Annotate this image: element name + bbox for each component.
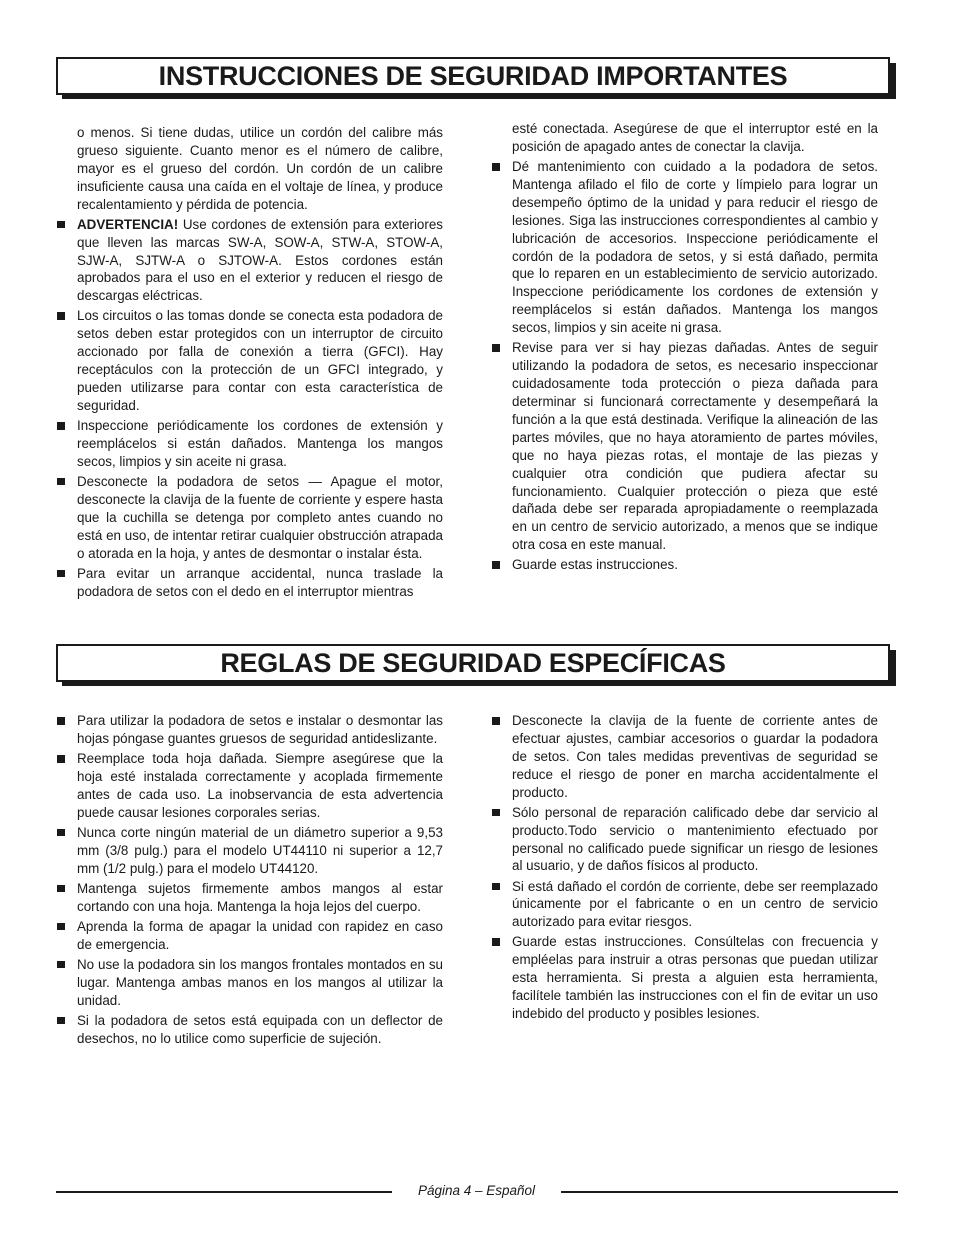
list-item-text: Revise para ver si hay piezas dañadas. Antes de seguir utilizando la podadora de setos, es necesario inspeccionar cuidadosamente toda protección o pieza dañada para determinar si funcionará correctamente y desempeñará la función a la que está destinada. Verifique la alineación de las partes móviles, que no haya atoramiento de partes móviles, que no haya piezas rotas, el montaje de las piezas y cualquier otra condición que pudiera afectar su funcionamiento. Cualquier protección o pieza que esté dañada debe ser reparada apropiadamente o reemplazada en un centro de servicio autorizado, a menos que se indique otra cosa en este manual. [512, 340, 878, 553]
list-item-text: Si está dañado el cordón de corriente, debe ser reemplazado únicamente por el fabricante o en un centro de servicio autorizado para evitar riesgos. [512, 878, 878, 930]
section-title: INSTRUCCIONES DE SEGURIDAD IMPORTANTES [158, 60, 788, 91]
list-item [491, 712, 878, 802]
section2-left-column [56, 712, 443, 1050]
footer-rule-left [56, 1191, 392, 1193]
bullet-square-icon [57, 422, 65, 430]
bullet-square-icon [57, 1017, 65, 1025]
section-banner-instrucciones [56, 57, 890, 93]
bullet-square-icon [57, 961, 65, 969]
page-number: Página 4 – Español [417, 1183, 536, 1198]
bullet-square-icon [492, 938, 500, 946]
list-item [56, 473, 443, 563]
bullet-square-icon [57, 478, 65, 486]
list-item-text: Si la podadora de setos está equipada con un deflector de desechos, no lo utilice como superficie de sujeción. [77, 1012, 443, 1046]
list-item [56, 824, 443, 878]
list-item [56, 565, 443, 601]
list-item-text: Mantenga sujetos firmemente ambos mangos al estar cortando con una hoja. Mantenga la hoja lejos del cuerpo. [77, 880, 443, 914]
list-item-text: Dé mantenimiento con cuidado a la podadora de setos. Mantenga afilado el filo de corte y límpielo para lograr un desempeño óptimo de la unidad y para reducir el riesgo de lesiones. Siga las instrucciones correspondientes al cambio y lubricación de accesorios. Inspeccione periódicamente el cordón de la podadora de setos, y si está dañado, permita que lo reparen en un establecimiento de servicio autorizado. Inspeccione periódicamente los cordones de extensión y reemplácelos si están dañados. Mantenga los mangos secos, limpios y sin aceite ni grasa. [512, 159, 878, 336]
section-banner-reglas [56, 644, 890, 680]
list-item [56, 880, 443, 916]
list-item-text: Para utilizar la podadora de setos e instalar o desmontar las hojas póngase guantes gruesos de seguridad antideslizante. [77, 713, 443, 746]
list-item [56, 1012, 443, 1048]
section2-right-column [491, 712, 878, 1025]
footer-rule-right [561, 1191, 898, 1193]
bullet-square-icon [492, 717, 500, 725]
list-item-text: Guarde estas instrucciones. [512, 557, 678, 573]
list-item-text: Desconecte la clavija de la fuente de corriente antes de efectuar ajustes, cambiar accesorios o guardar la podadora de setos. Con tales medidas preventivas de seguridad se reduce el riesgo de poner en marcha accidentalmente el producto. [512, 713, 878, 800]
list-item [56, 417, 443, 471]
list-item-text: Reemplace toda hoja dañada. Siempre asegúrese que la hoja esté instalada correctamente y acoplada firmemente antes de cada uso. La inobservancia de esta advertencia puede causar lesiones corporales serias. [77, 751, 443, 820]
list-item-text: Sólo personal de reparación calificado debe dar servicio al producto.Todo servicio o mantenimiento efectuado por personal no calificado puede significar un riesgo de lesiones al usuario, y de daños físicos al producto. [512, 804, 878, 874]
list-item [491, 804, 878, 876]
list-item [56, 307, 443, 414]
bullet-square-icon [57, 312, 65, 320]
section1-right-column [491, 120, 878, 576]
list-item [491, 933, 878, 1023]
list-item-text: Guarde estas instrucciones. Consúltelas con frecuencia y empléelas para instruir a otras personas que puedan utilizar esta herramienta. Si presta a alguien esta herramienta, facilítele también las instrucciones con el fin de evitar un uso indebido del producto y posibles lesiones. [512, 934, 878, 1022]
list-item-text: Inspeccione periódicamente los cordones de extensión y reemplácelos si están dañados. Mantenga los mangos secos, limpios y sin aceite ni grasa. [77, 418, 443, 469]
bullet-square-icon [492, 883, 500, 891]
continuation-paragraph: o menos. Si tiene dudas, utilice un cordón del calibre más grueso siguiente. Cuanto menor es el número de calibre, mayor es el grueso del cordón. Un cordón de un calibre insuficiente causa una caída en el voltaje de línea, y produce recalentamiento y pérdida de potencia. [77, 125, 443, 212]
list-item [56, 750, 443, 822]
list-item-warning [56, 216, 443, 306]
section-title: REGLAS DE SEGURIDAD ESPECÍFICAS [220, 647, 726, 678]
bullet-square-icon [492, 809, 500, 817]
banner-box [56, 57, 890, 95]
list-item-text: Los circuitos o las tomas donde se conecta esta podadora de setos deben estar protegidos con un interruptor de circuito accionado por falla de conexión a tierra (GFCI). Hay receptáculos con la protección de un GFCI integrado, y pueden utilizarse para contar con esta característica de seguridad. [77, 308, 443, 413]
list-item [491, 556, 878, 574]
bullet-square-icon [57, 923, 65, 931]
warning-text: Use cordones de extensión para exteriores que lleven las marcas SW-A, SOW-A, STW-A, STOW-A, SJW-A, SJTW-A o SJTOW-A. Estos cordones están aprobados para el uso en el exterior y reducen el riesgo de descargas eléctricas. [77, 216, 443, 304]
list-item [491, 878, 878, 932]
section1-left-column [56, 124, 443, 603]
bullet-square-icon [492, 561, 500, 569]
bullet-square-icon [492, 344, 500, 352]
bullet-square-icon [492, 163, 500, 171]
list-item [56, 918, 443, 954]
page-footer [56, 1181, 898, 1203]
bullet-square-icon [57, 570, 65, 578]
list-item-text: Para evitar un arranque accidental, nunca traslade la podadora de setos con el dedo en el interruptor mientras [77, 565, 443, 599]
bullet-square-icon [57, 221, 65, 229]
bullet-square-icon [57, 885, 65, 893]
list-item-text: Nunca corte ningún material de un diámetro superior a 9,53 mm (3/8 pulg.) para el modelo UT44110 ni superior a 12,7 mm (1/2 pulg.) para el modelo UT44120. [77, 824, 443, 876]
list-item [491, 339, 878, 554]
continuation-paragraph: esté conectada. Asegúrese de que el interruptor esté en la posición de apagado antes de conectar la clavija. [512, 121, 878, 154]
warning-label: ADVERTENCIA! [77, 216, 179, 232]
list-item-text: Desconecte la podadora de setos — Apague el motor, desconecte la clavija de la fuente de corriente y espere hasta que la cuchilla se detenga por completo antes cuando no está en uso, de intentar retirar cualquier obstrucción atrapada o atorada en la hoja, y antes de desmontar o instalar ésta. [77, 473, 443, 561]
bullet-square-icon [57, 829, 65, 837]
list-item [56, 956, 443, 1010]
list-item-text: Aprenda la forma de apagar la unidad con rapidez en caso de emergencia. [77, 918, 443, 952]
list-item [491, 158, 878, 337]
banner-box [56, 644, 890, 682]
bullet-square-icon [57, 755, 65, 763]
bullet-square-icon [57, 717, 65, 725]
list-item [56, 712, 443, 748]
list-item-text: No use la podadora sin los mangos frontales montados en su lugar. Mantenga ambas manos en los mangos al utilizar la unidad. [77, 956, 443, 1008]
